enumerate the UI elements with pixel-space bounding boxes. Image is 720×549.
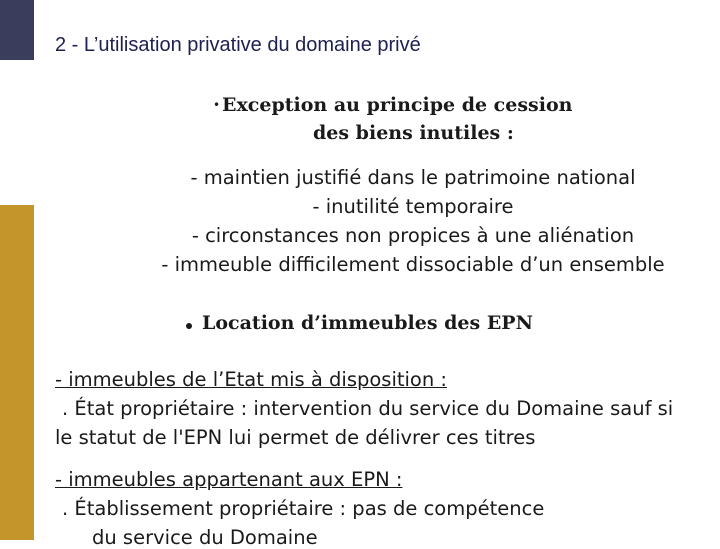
sub1-title: - immeubles de l’Etat mis à disposition : [55, 368, 447, 391]
sub1-line1: . État propriétaire : intervention du service du Domaine sauf si [62, 397, 674, 420]
sub2-line2: du service du Domaine [92, 526, 318, 549]
section1-heading-line1: Exception au principe de cession [222, 94, 573, 116]
sub1-line2: le statut de l'EPN lui permet de délivrer ces titres [55, 426, 536, 449]
bullet-icon: • [213, 98, 221, 112]
bullet-dot-icon [186, 323, 192, 329]
section1-heading-line2: des biens inutiles : [313, 122, 514, 144]
slide-title: 2 - L’utilisation privative du domaine privé [55, 34, 421, 56]
accent-bar-navy [0, 0, 34, 60]
section2-heading: Location d’immeubles des EPN [202, 312, 533, 334]
section1-item: - inutilité temporaire [312, 195, 514, 218]
section1-item: - maintien justifié dans le patrimoine national [190, 166, 636, 189]
section1-item: - circonstances non propices à une aliénation [191, 224, 635, 247]
sub2-line1: . Établissement propriétaire : pas de compétence [62, 497, 545, 520]
sub2-title: - immeubles appartenant aux EPN : [55, 468, 403, 491]
section1-item: - immeuble difficilement dissociable d’un ensemble [161, 253, 665, 276]
